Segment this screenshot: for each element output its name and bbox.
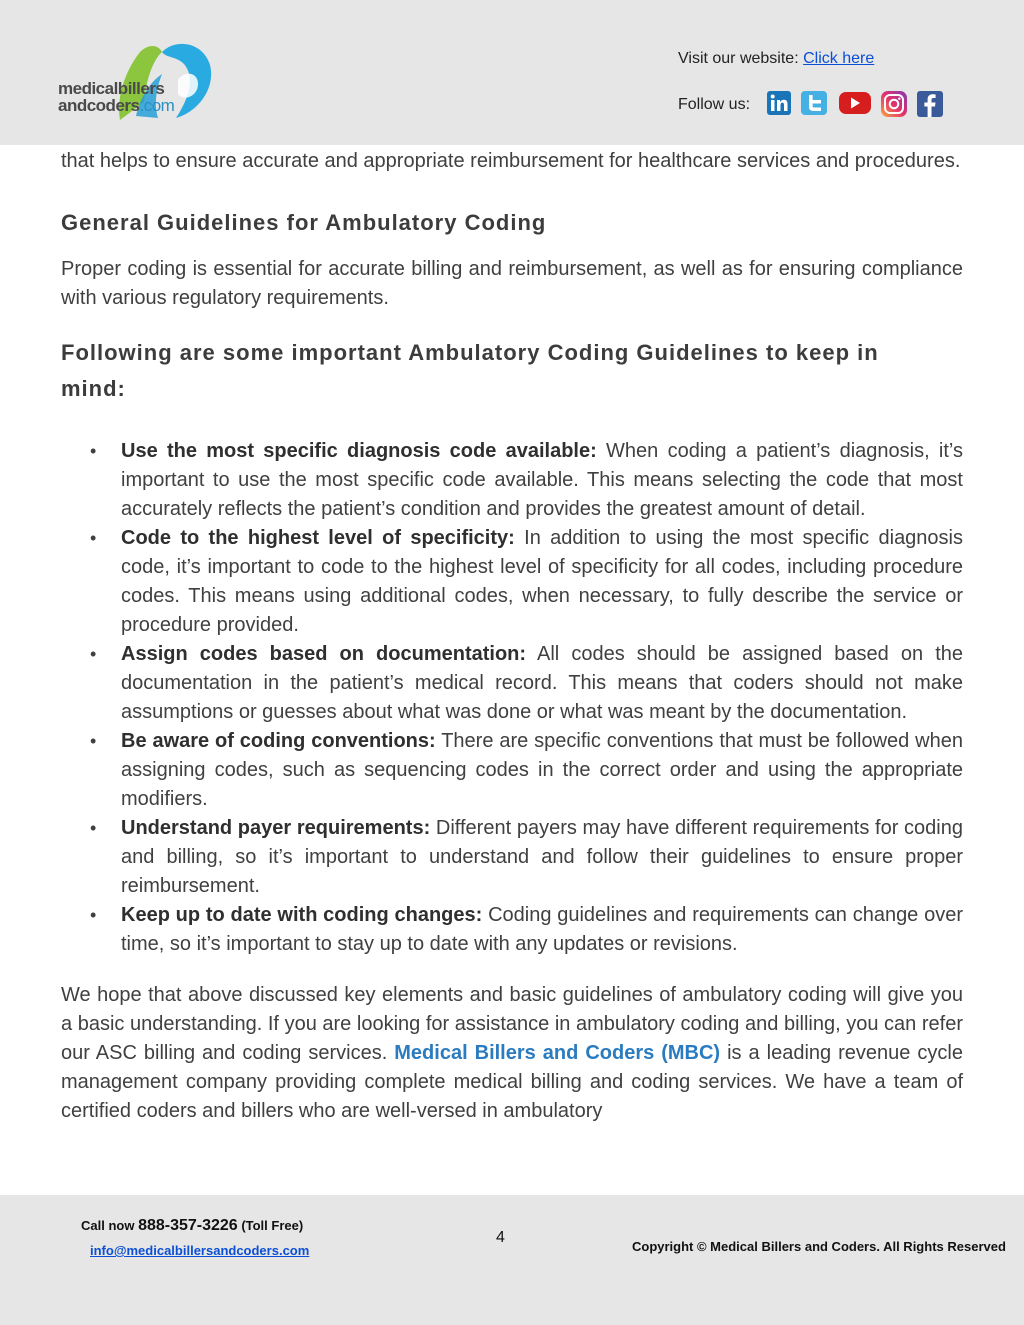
call-label: Call now — [81, 1218, 139, 1233]
follow-label: Follow us: — [678, 96, 751, 113]
guideline-text: In addition to using the most specific diagnosis code, it’s important to code to the highest level of specificity for all codes, including procedure codes. This means using additional codes, when necessary, to fully describe the service or procedure provided. — [121, 527, 963, 636]
visit-website — [678, 50, 874, 68]
logo-text-line1: medicalbillers — [58, 79, 165, 98]
main-content — [61, 145, 963, 1126]
youtube-icon[interactable] — [838, 90, 872, 116]
logo-text-line2 — [58, 97, 174, 114]
copyright: Copyright © Medical Billers and Coders. All Rights Reserved — [632, 1239, 1006, 1254]
guideline-text: Different payers may have different requirements for coding and billing, so it’s important to understand and follow their guidelines to ensure proper reimbursement. — [121, 817, 963, 897]
guideline-title: Code to the highest level of specificity: — [121, 527, 515, 549]
company-logo[interactable] — [58, 40, 223, 122]
logo-text-andcoders: andcoders — [58, 96, 140, 115]
intro-continuation: that helps to ensure accurate and appropriate reimbursement for healthcare services and procedures. — [61, 150, 961, 172]
guideline-title: Assign codes based on documentation: — [121, 643, 527, 665]
heading-general-guidelines: General Guidelines for Ambulatory Coding — [61, 210, 547, 235]
guideline-text: Coding guidelines and requirements can change over time, so it’s important to stay up to date with any updates or revisions. — [121, 904, 963, 955]
heading-following-guidelines: Following are some important Ambulatory Coding Guidelines to keep in mind: — [61, 340, 879, 401]
paragraph-proper-coding: Proper coding is essential for accurate billing and reimbursement, as well as for ensuring compliance with various regulatory requirements. — [61, 258, 963, 309]
toll-free-label: (Toll Free) — [237, 1218, 304, 1233]
list-item — [121, 901, 963, 959]
page-number: 4 — [496, 1229, 505, 1246]
page-header — [0, 0, 1024, 145]
closing-text-1: We hope that above discussed key elements and basic guidelines of ambulatory coding will give you a basic understanding. If you are looking for assistance in ambulatory coding and billing, you can refer our ASC billing and coding services. — [61, 984, 963, 1064]
list-item — [121, 814, 963, 901]
list-item — [121, 727, 963, 814]
guideline-text: There are specific conventions that must be followed when assigning codes, such as sequencing codes in the correct order and using the appropriate modifiers. — [121, 730, 963, 810]
page-footer — [0, 1195, 1024, 1325]
facebook-icon[interactable] — [916, 90, 944, 118]
website-link[interactable]: Click here — [803, 50, 875, 67]
social-icons — [766, 90, 944, 118]
closing-paragraph — [61, 981, 963, 1126]
guideline-title: Use the most specific diagnosis code available: — [121, 440, 597, 462]
linkedin-icon[interactable] — [766, 90, 792, 116]
instagram-icon[interactable] — [880, 90, 908, 118]
visit-label: Visit our website: — [678, 50, 799, 67]
guideline-text: All codes should be assigned based on the documentation in the patient’s medical record. This means that coders should not make assumptions or guesses about what was done or what was meant by the documentation. — [121, 643, 963, 723]
guideline-text: When coding a patient’s diagnosis, it’s important to use the most specific code available. This means selecting the code that most accurately reflects the patient’s condition and provides the greatest amount of detail. — [121, 440, 963, 520]
guideline-title: Be aware of coding conventions: — [121, 730, 436, 752]
closing-text-2: is a leading revenue cycle management company providing complete medical billing and coding services. We have a team of certified coders and billers who are well-versed in ambulatory — [61, 1042, 963, 1122]
guidelines-list — [61, 437, 963, 959]
list-item — [121, 524, 963, 640]
list-item — [121, 437, 963, 524]
logo-wordmark — [58, 80, 174, 114]
list-item — [121, 640, 963, 727]
call-now — [81, 1217, 303, 1235]
email-contact — [90, 1243, 309, 1258]
mbc-company-link[interactable]: Medical Billers and Coders (MBC) — [394, 1042, 721, 1064]
twitter-icon[interactable] — [800, 90, 830, 116]
email-link[interactable]: info@medicalbillersandcoders.com — [90, 1243, 310, 1258]
guideline-title: Understand payer requirements: — [121, 817, 431, 839]
logo-text-com: .com — [139, 96, 175, 115]
guideline-title: Keep up to date with coding changes: — [121, 904, 483, 926]
phone-number[interactable]: 888-357-3226 — [138, 1217, 238, 1234]
